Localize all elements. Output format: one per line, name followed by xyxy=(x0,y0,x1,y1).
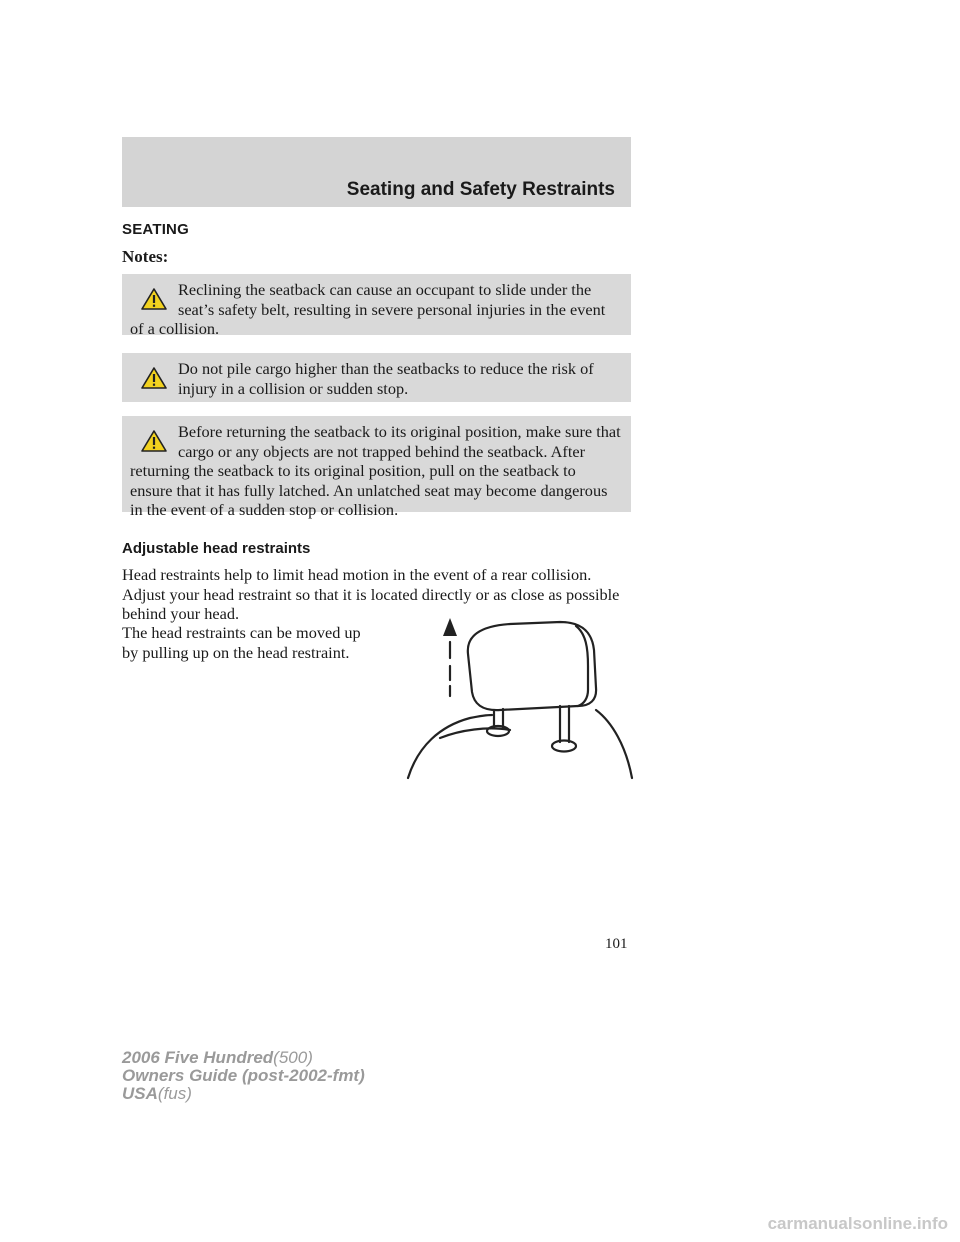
warning-box-3 xyxy=(122,416,631,520)
footer-model: 2006 Five Hundred xyxy=(122,1048,274,1067)
warning-text-1: Reclining the seatback can cause an occupant to slide under the seat’s safety belt, resulting in severe personal injuries in the event of a collision. xyxy=(130,280,606,339)
footer-model-code: (500) xyxy=(273,1048,313,1067)
footer-market-code: (fus) xyxy=(157,1084,192,1103)
notes-label: Notes: xyxy=(122,247,169,266)
page-number: 101 xyxy=(605,936,628,952)
body-paragraph-1: Head restraints help to limit head motion in the event of a rear collision. Adjust your head restraint so that it is located directly or as close as possible behind your head. xyxy=(122,565,620,624)
warning-triangle-icon xyxy=(130,359,178,397)
warning-box-1 xyxy=(122,274,631,339)
footer-market: USA xyxy=(122,1084,158,1103)
warning-text-2: Do not pile cargo higher than the seatbacks to reduce the risk of injury in a collision or sudden stop. xyxy=(178,359,594,398)
warning-triangle-icon xyxy=(130,280,178,318)
section-heading: SEATING xyxy=(122,221,189,238)
head-restraint-illustration-icon xyxy=(400,618,636,786)
footer xyxy=(122,1049,365,1103)
warning-box-2 xyxy=(122,353,631,402)
header-band xyxy=(122,137,631,207)
header-title: Seating and Safety Restraints xyxy=(346,179,615,200)
subsection-heading: Adjustable head restraints xyxy=(122,540,311,557)
watermark: carmanualsonline.info xyxy=(767,1214,948,1233)
body-paragraph-2: The head restraints can be moved up by pulling up on the head restraint. xyxy=(122,623,361,662)
warning-triangle-icon xyxy=(130,422,178,460)
footer-guide: Owners Guide (post-2002-fmt) xyxy=(122,1066,365,1085)
warning-text-3: Before returning the seatback to its original position, make sure that cargo or any objects are not trapped behind the seatback. After returning the seatback to its original position, pull on the seatback to ensure that it has fully latched. An unlatched seat may become dangerous in the event of a sudden stop or collision. xyxy=(130,422,621,520)
